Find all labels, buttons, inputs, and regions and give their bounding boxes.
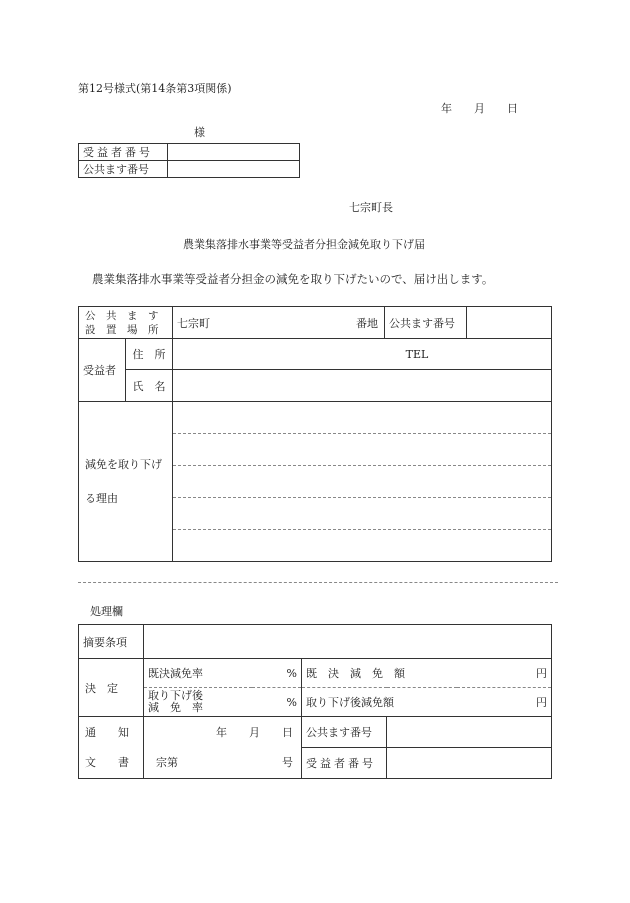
decision-label: 決 定: [79, 659, 144, 717]
withdraw-rate-percent[interactable]: %: [252, 688, 302, 717]
withdraw-rate-label: [144, 688, 252, 717]
beneficiary-id-box: [78, 143, 300, 178]
name-label: 氏 名: [126, 370, 173, 402]
document-title: 農業集落排水事業等受益者分担金減免取り下げ届: [183, 238, 425, 251]
form-number: 第12号様式(第14条第3項関係): [78, 82, 232, 95]
issuer: 七宗町長: [349, 201, 393, 214]
summary-field[interactable]: [144, 625, 552, 659]
decided-rate-percent[interactable]: %: [252, 659, 302, 688]
notice-number-suffix: 号: [282, 755, 293, 769]
address-field[interactable]: [173, 339, 552, 370]
processing-beneficiary-label: 受益者番号: [302, 748, 387, 779]
processing-table: [78, 624, 552, 779]
withdraw-rate-line1: 取り下げ後: [148, 689, 203, 702]
notice-number-prefix: 宗第: [156, 755, 178, 769]
processing-section-label: 処理欄: [90, 605, 123, 618]
processing-beneficiary-field[interactable]: [387, 748, 552, 779]
summary-label: 摘要条項: [79, 625, 144, 659]
name-field[interactable]: [173, 370, 552, 402]
beneficiary-number-label: 受益者番号: [79, 144, 168, 161]
tel-label: TEL: [405, 347, 429, 361]
reason-line-4: [173, 497, 551, 529]
decided-rate-label: 既決減免率: [144, 659, 252, 688]
beneficiary-number-field[interactable]: [168, 144, 300, 161]
submission-date: 年 月 日: [441, 102, 518, 115]
processing-basin-field[interactable]: [387, 717, 552, 748]
basin-number-label: 公共ます番号: [79, 161, 168, 178]
withdraw-rate-line2: 減 免 率: [148, 701, 203, 714]
reason-line-5: [173, 529, 551, 561]
cut-line: [78, 582, 558, 583]
location-label: [79, 307, 173, 339]
main-table: [78, 306, 552, 562]
notice-label: [79, 717, 144, 779]
notice-label-line2: 文 書: [85, 755, 129, 769]
notice-date: 年 月 日: [216, 725, 293, 739]
basin-number-field[interactable]: [168, 161, 300, 178]
lead-text: 農業集落排水事業等受益者分担金の減免を取り下げたいので、届け出します。: [92, 272, 494, 286]
withdraw-amount-label: 取り下げ後減免額: [302, 688, 457, 717]
basin-number-label-main: 公共ます番号: [385, 307, 467, 339]
reason-field[interactable]: [173, 402, 552, 562]
decided-amount-yen[interactable]: 円: [457, 659, 552, 688]
reason-label: [79, 402, 173, 562]
reason-label-line1: 減免を取り下げ: [85, 457, 162, 471]
location-banchi[interactable]: 番地: [315, 307, 385, 339]
reason-label-line2: る理由: [85, 491, 118, 505]
withdraw-amount-yen[interactable]: 円: [457, 688, 552, 717]
reason-line-3: [173, 465, 551, 497]
processing-basin-label: 公共ます番号: [302, 717, 387, 748]
location-label-line2: 設 置 場 所: [85, 323, 159, 336]
location-label-line1: 公 共 ま す: [85, 309, 159, 322]
notice-document-field[interactable]: [144, 717, 302, 779]
reason-line-1: [173, 402, 551, 433]
beneficiary-label: 受益者: [79, 339, 126, 402]
decided-amount-label: 既 決 減 免 額: [302, 659, 457, 688]
basin-number-field-main[interactable]: [467, 307, 552, 339]
location-town[interactable]: 七宗町: [173, 307, 315, 339]
notice-label-line1: 通 知: [85, 725, 129, 739]
addressee-suffix: 様: [194, 126, 205, 139]
address-label: 住 所: [126, 339, 173, 370]
reason-line-2: [173, 433, 551, 465]
